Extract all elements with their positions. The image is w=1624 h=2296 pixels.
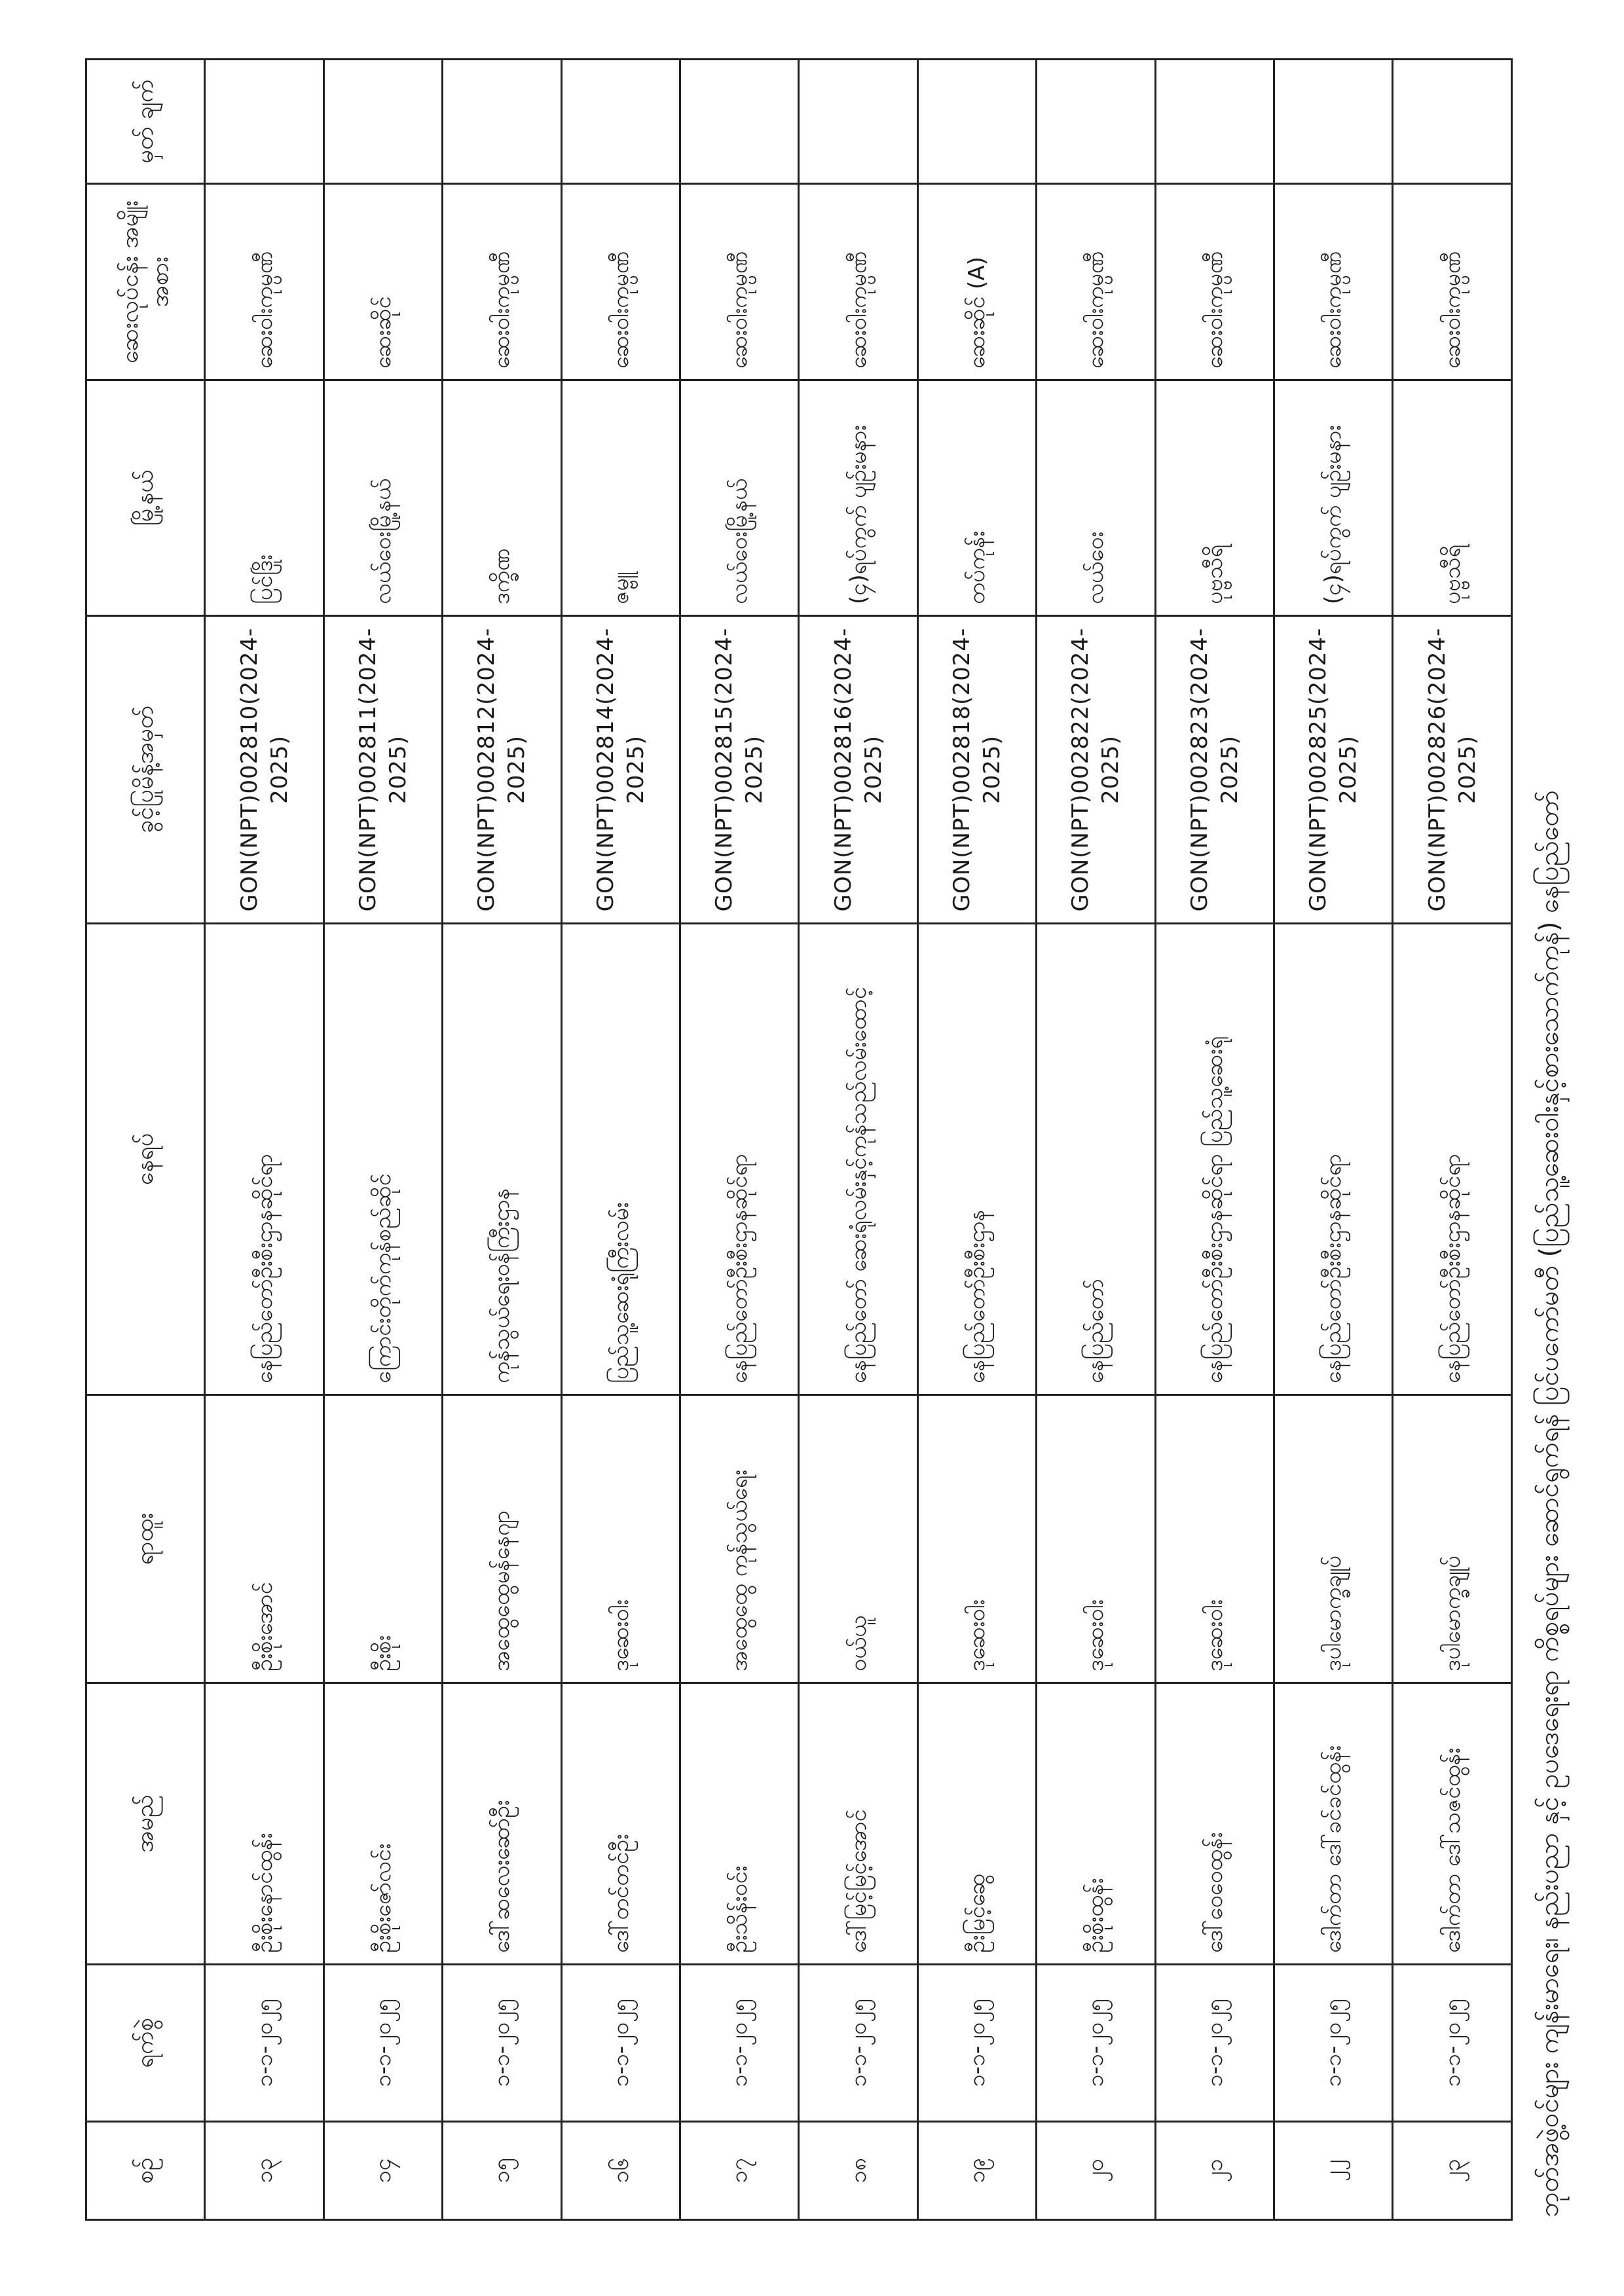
cell-remark xyxy=(1155,60,1274,184)
table-row xyxy=(917,60,1036,2220)
cell-position: အထွေထွေမန်နေဂျာ xyxy=(443,1395,561,1683)
cell-type: ဆေးဝါးကုမ္ပဏီ xyxy=(1155,184,1274,380)
header-address: နေရပ် xyxy=(86,924,205,1395)
table-row xyxy=(680,60,799,2220)
cell-date: ၁-၁-၂၀၂၅ xyxy=(799,1965,917,2122)
cell-no: ၁၆ xyxy=(561,2122,680,2220)
cell-name: ဒေါ်ဝေဝေထွန်း xyxy=(1155,1683,1274,1965)
cell-position: ဒုပါမောက္ခချုပ် xyxy=(1393,1395,1512,1683)
cell-remark xyxy=(799,60,917,184)
table-row xyxy=(1393,60,1512,2220)
cell-name: ဒေါက်တာ ဒေါ်ခင်ခင်ထွန်း xyxy=(1274,1683,1393,1965)
header-type: ဆေးလုပ်ငန်း အမျိုးအစား xyxy=(86,184,205,380)
cell-address: နေပြည်တော်ဦးစီးဌာနဆိုင်ရာ xyxy=(680,924,799,1395)
table-row xyxy=(443,60,561,2220)
cell-date: ၁-၁-၂၀၂၅ xyxy=(561,1965,680,2122)
cell-no: ၁၇ xyxy=(680,2122,799,2220)
cell-type: ဆေးဆိုင် xyxy=(323,184,442,380)
header-township: မြို့နယ် xyxy=(86,380,205,616)
cell-township: (၄)ရပ်ကွက် ပျဉ်းမနား xyxy=(1274,380,1393,616)
cell-remark xyxy=(323,60,442,184)
cell-township: ပုဗ္ဗသီရိ xyxy=(1155,380,1274,616)
header-no: စဉ် xyxy=(86,2122,205,2220)
table-row xyxy=(799,60,917,2220)
cell-date: ၁-၁-၂၀၂၅ xyxy=(680,1965,799,2122)
cell-date: ၁-၁-၂၀၂၅ xyxy=(917,1965,1036,2122)
cell-name: ဦးမြင့်ဆွေ xyxy=(917,1683,1036,1965)
cell-type: ဆေးဝါးကုမ္ပဏီ xyxy=(443,184,561,380)
cell-position: ဦးစိုး xyxy=(323,1395,442,1683)
license-table xyxy=(85,58,1513,2221)
cell-position: ဒုဆေးဝါး xyxy=(917,1395,1036,1683)
cell-permit: GON(NPT)002810(2024-2025) xyxy=(205,616,323,924)
cell-township: တပ်ကုန်း xyxy=(917,380,1036,616)
cell-no: ၁၉ xyxy=(917,2122,1036,2220)
cell-type: ဆေးဝါးကုမ္ပဏီ xyxy=(205,184,323,380)
cell-address: နေပြည်တော် ဆေးရုံလမ်းနှင့်ကုန်သည်လမ်းထောင့် xyxy=(799,924,917,1395)
cell-permit: GON(NPT)002816(2024-2025) xyxy=(799,616,917,924)
cell-township: (၄)ရပ်ကွက် ပျဉ်းမနား xyxy=(799,380,917,616)
cell-position: ဒုဆေးဝါး xyxy=(561,1395,680,1683)
cell-name: ဦးသိန်းဝင်း xyxy=(680,1683,799,1965)
cell-township: ပြင်ဒြိုး xyxy=(205,380,323,616)
header-remark: မှတ် ချက် xyxy=(86,60,205,184)
cell-name: ဦးစိုးထွန်း xyxy=(1037,1683,1155,1965)
cell-no: ၂၃ xyxy=(1393,2122,1512,2220)
cell-remark xyxy=(917,60,1036,184)
cell-remark xyxy=(205,60,323,184)
cell-date: ၁-၁-၂၀၂၅ xyxy=(323,1965,442,2122)
table-row xyxy=(1274,60,1393,2220)
cell-no: ၁၅ xyxy=(443,2122,561,2220)
header-name: အမည် xyxy=(86,1683,205,1965)
cell-address: နေပြည်တော် xyxy=(1037,924,1155,1395)
table-row xyxy=(323,60,442,2220)
cell-township: လယ်ဝေး xyxy=(1037,380,1155,616)
header-permit: ခွင့်ပြုမိန့်အမှတ် xyxy=(86,616,205,924)
cell-date: ၁-၁-၂၀၂၅ xyxy=(1393,1965,1512,2122)
cell-no: ၁၈ xyxy=(799,2122,917,2220)
cell-no: ၂၂ xyxy=(1274,2122,1393,2220)
cell-permit: GON(NPT)002812(2024-2025) xyxy=(443,616,561,924)
cell-permit: GON(NPT)002818(2024-2025) xyxy=(917,616,1036,924)
cell-permit: GON(NPT)002823(2024-2025) xyxy=(1155,616,1274,924)
cell-address: နေပြည်တော်ဦးစီးဌာန xyxy=(917,924,1036,1395)
cell-address: နေပြည်တော်ဦးစီးဌာနဆိုင်ရာ ပြည်သူ့ဆေးရုံ xyxy=(1155,924,1274,1395)
cell-permit: GON(NPT)002822(2024-2025) xyxy=(1037,616,1155,924)
cell-permit: GON(NPT)002826(2024-2025) xyxy=(1393,616,1512,924)
cell-type: ဆေးဝါးကုမ္ပဏီ xyxy=(799,184,917,380)
cell-address: ကုန်သွယ်ရေးဝန်ကြီးဌာန xyxy=(443,924,561,1395)
cell-type: ဆေးဆိုင် (A) xyxy=(917,184,1036,380)
cell-permit: GON(NPT)002814(2024-2025) xyxy=(561,616,680,924)
cell-township: လယ်ဝေးမြို့နယ် xyxy=(680,380,799,616)
table-row xyxy=(205,60,323,2220)
cell-position: ဒုဆေးဝါး xyxy=(1037,1395,1155,1683)
cell-position: ဝယ်ယူ xyxy=(799,1395,917,1683)
cell-position: အထွေထွေ ကုန်သွယ်ရေး xyxy=(680,1395,799,1683)
header-date: ရက်စွဲ xyxy=(86,1965,205,2122)
cell-date: ၁-၁-၂၀၂၅ xyxy=(1274,1965,1393,2122)
cell-township: ဇမ္ဗူ xyxy=(561,380,680,616)
cell-address: နေပြည်တော်ဦးစီးဌာနဆိုင်ရာ xyxy=(1393,924,1512,1395)
cell-address: ပြည်သူ့ဆေးရုံကြီးလမ်း xyxy=(561,924,680,1395)
cell-township: ဒက္ခိဏ xyxy=(443,380,561,616)
cell-township: လယ်ဝေးမြို့နယ် xyxy=(323,380,442,616)
cell-position: ဒုပါမောက္ခချုပ် xyxy=(1274,1395,1393,1683)
cell-remark xyxy=(1037,60,1155,184)
cell-remark xyxy=(1274,60,1393,184)
cell-type: ဆေးဝါးကုမ္ပဏီ xyxy=(1037,184,1155,380)
cell-address: နေပြည်တော်ဦးစီးဌာနဆိုင်ရာ xyxy=(205,924,323,1395)
cell-permit: GON(NPT)002815(2024-2025) xyxy=(680,616,799,924)
cell-date: ၁-၁-၂၀၂၅ xyxy=(205,1965,323,2122)
table-row xyxy=(1155,60,1274,2220)
cell-remark xyxy=(443,60,561,184)
cell-no: ၁၄ xyxy=(323,2122,442,2220)
header-position: ရာထူး xyxy=(86,1395,205,1683)
cell-no: ၂၀ xyxy=(1037,2122,1155,2220)
cell-remark xyxy=(680,60,799,184)
cell-position: ဒုဆေးဝါး xyxy=(1155,1395,1274,1683)
cell-type: ဆေးဝါးကုမ္ပဏီ xyxy=(680,184,799,380)
table-row xyxy=(561,60,680,2220)
cell-name: ဒေါက်တာ ဒေါ်သဇင်ထွန်း xyxy=(1393,1683,1512,1965)
cell-address: ကြောင်းတိုက်ကုန်စည်ဆိုင် xyxy=(323,924,442,1395)
table-header-row xyxy=(86,60,205,2220)
cell-date: ၁-၁-၂၀၂၅ xyxy=(443,1965,561,2122)
cell-no: ၂၁ xyxy=(1155,2122,1274,2220)
document-title: ဘုတ်အဖွဲ့ဝင်များ ကျန်းမာရေး၊ နည်းပညာ နှင့် ဥပဒေရေးရာ ကိစ္စရပ်များ ဆောင်ရွက်ရန် ပြင်ပကော်မတီ (ပြည်သူ့ဆေးဝါးနှင့်စားသောက်ကုန်) နေပြည်တော် xyxy=(1534,790,1564,2217)
cell-name: ဒေါ်တင်တင်ဦး xyxy=(561,1683,680,1965)
cell-township: ပုဗ္ဗသီရိ xyxy=(1393,380,1512,616)
cell-no: ၁၃ xyxy=(205,2122,323,2220)
cell-permit: GON(NPT)002811(2024-2025) xyxy=(323,616,442,924)
cell-type: ဆေးဝါးကုမ္ပဏီ xyxy=(1274,184,1393,380)
table-row xyxy=(1037,60,1155,2220)
cell-remark xyxy=(561,60,680,184)
cell-permit: GON(NPT)002825(2024-2025) xyxy=(1274,616,1393,924)
cell-name: ဦးစိုးဇော်လင်း xyxy=(323,1683,442,1965)
cell-type: ဆေးဝါးကုမ္ပဏီ xyxy=(1393,184,1512,380)
cell-name: ဒေါ်ဆလေးဆော်ဦး xyxy=(443,1683,561,1965)
cell-date: ၁-၁-၂၀၂၅ xyxy=(1037,1965,1155,2122)
cell-name: ဦးစိုးနောင်ထွန်း xyxy=(205,1683,323,1965)
cell-name: ဒေါ်မြင့်မြင့်အောင် xyxy=(799,1683,917,1965)
cell-address: နေပြည်တော်ဦးစီးဌာနဆိုင်ရာ xyxy=(1274,924,1393,1395)
cell-date: ၁-၁-၂၀၂၅ xyxy=(1155,1965,1274,2122)
cell-type: ဆေးဝါးကုမ္ပဏီ xyxy=(561,184,680,380)
cell-remark xyxy=(1393,60,1512,184)
cell-position: ဦးစိုးအောင် xyxy=(205,1395,323,1683)
